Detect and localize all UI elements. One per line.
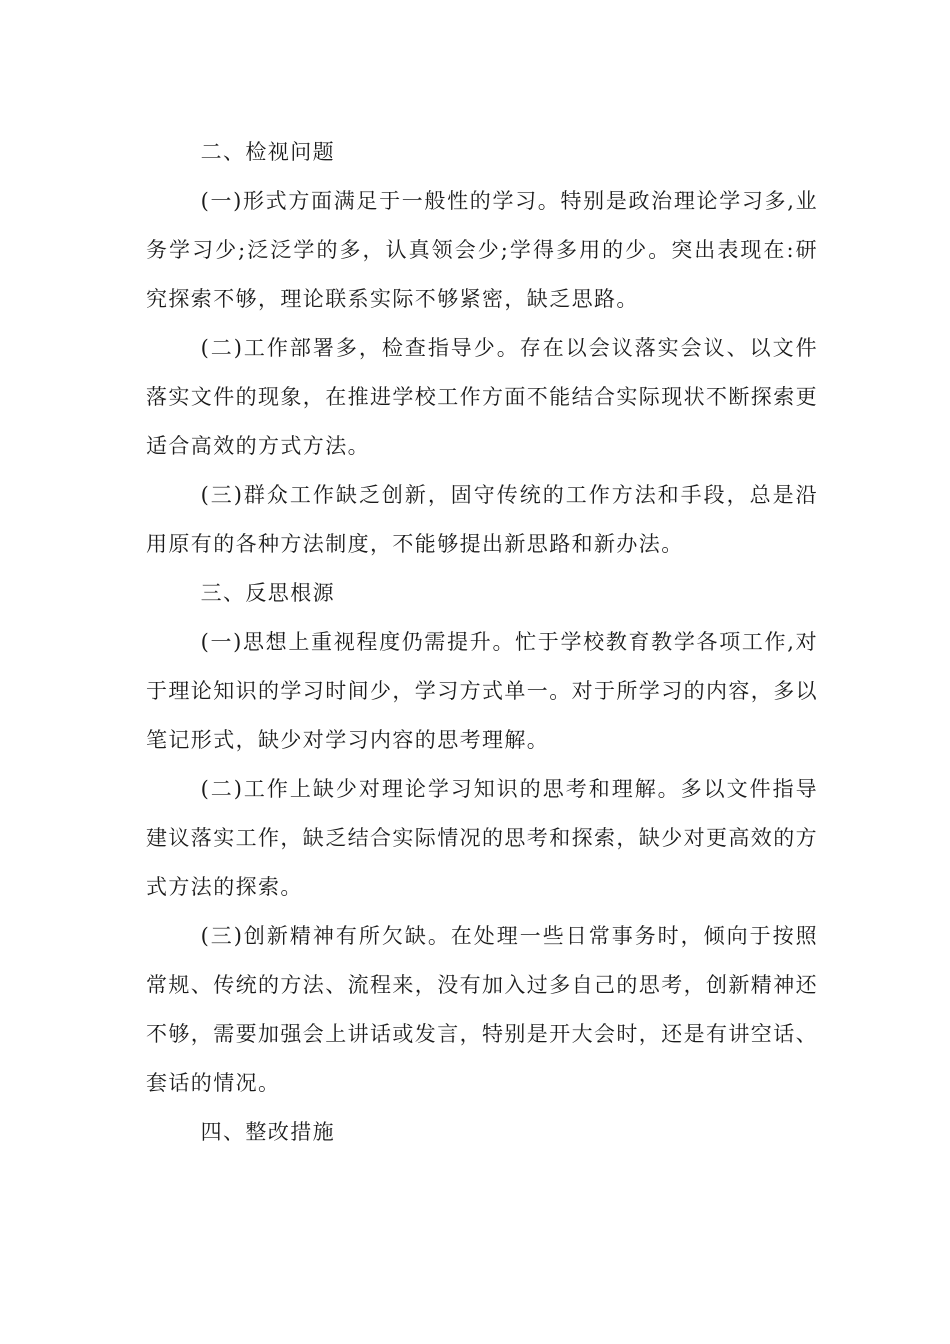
section-heading-reflection: 三、反思根源 [200, 581, 335, 605]
paragraph-reflection-3: (三)创新精神有所欠缺。在处理一些日常事务时，倾向于按照常规、传统的方法、流程来，没有加入过多自己的思考，创新精神还不够，需要加强会上讲话或发言，特别是开大会时，还是有讲空话、套话的情况。 [146, 924, 818, 1095]
paragraph-review-2: (二)工作部署多，检查指导少。存在以会议落实会议、以文件落实文件的现象，在推进学校工作方面不能结合实际现状不断探索更适合高效的方式方法。 [146, 336, 818, 458]
section-heading-rectification: 四、整改措施 [200, 1120, 335, 1144]
section-heading-review: 二、检视问题 [200, 140, 335, 164]
paragraph-reflection-1: (一)思想上重视程度仍需提升。忙于学校教育教学各项工作,对于理论知识的学习时间少，学习方式单一。对于所学习的内容，多以笔记形式，缺少对学习内容的思考理解。 [146, 630, 818, 752]
paragraph-review-3: (三)群众工作缺乏创新，固守传统的工作方法和手段，总是沿用原有的各种方法制度，不能够提出新思路和新办法。 [146, 483, 818, 556]
paragraph-review-1: (一)形式方面满足于一般性的学习。特别是政治理论学习多,业务学习少;泛泛学的多，认真领会少;学得多用的少。突出表现在:研究探索不够，理论联系实际不够紧密，缺乏思路。 [146, 189, 818, 311]
paragraph-reflection-2: (二)工作上缺少对理论学习知识的思考和理解。多以文件指导建议落实工作，缺乏结合实际情况的思考和探索，缺少对更高效的方式方法的探索。 [146, 777, 818, 899]
document-body [146, 128, 818, 1157]
